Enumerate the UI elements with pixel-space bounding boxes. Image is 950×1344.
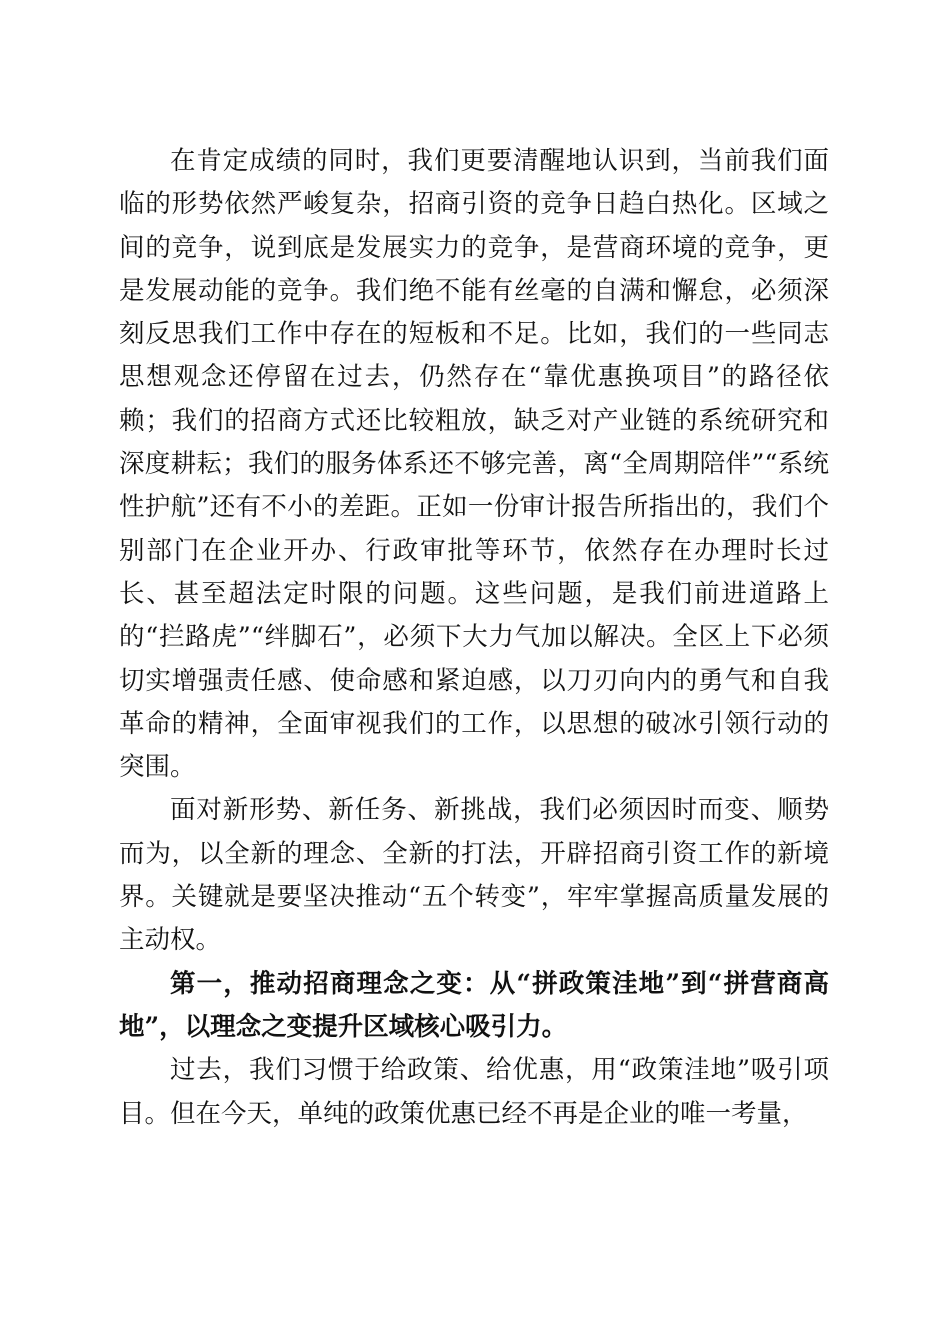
paragraph-past-approach: 过去，我们习惯于给政策、给优惠，用“政策洼地”吸引项目。但在今天，单纯的政策优惠已经不再是企业的唯一考量，	[119, 1055, 829, 1129]
paragraph-five-changes: 面对新形势、新任务、新挑战，我们必须因时而变、顺势而为，以全新的理念、全新的打法，开辟招商引资工作的新境界。关键就是要坚决推动“五个转变”，牢牢掌握高质量发展的主动权。	[119, 795, 829, 956]
document-body	[119, 140, 829, 1136]
section-heading-first-change: 第一，推动招商理念之变：从“拼政策洼地”到“拼营商高地”，以理念之变提升区域核心吸引力。	[119, 968, 829, 1042]
paragraph-challenges: 在肯定成绩的同时，我们更要清醒地认识到，当前我们面临的形势依然严峻复杂，招商引资的竞争日趋白热化。区域之间的竞争，说到底是发展实力的竞争，是营商环境的竞争，更是发展动能的竞争。我们绝不能有丝毫的自满和懈怠，必须深刻反思我们工作中存在的短板和不足。比如，我们的一些同志思想观念还停留在过去，仍然存在“靠优惠换项目”的路径依赖；我们的招商方式还比较粗放，缺乏对产业链的系统研究和深度耕耘；我们的服务体系还不够完善，离“全周期陪伴”“系统性护航”还有不小的差距。正如一份审计报告所指出的，我们个别部门在企业开办、行政审批等环节，依然存在办理时长过长、甚至超法定时限的问题。这些问题，是我们前进道路上的“拦路虎”“绊脚石”，必须下大力气加以解决。全区上下必须切实增强责任感、使命感和紧迫感，以刀刃向内的勇气和自我革命的精神，全面审视我们的工作，以思想的破冰引领行动的突围。	[119, 146, 829, 783]
